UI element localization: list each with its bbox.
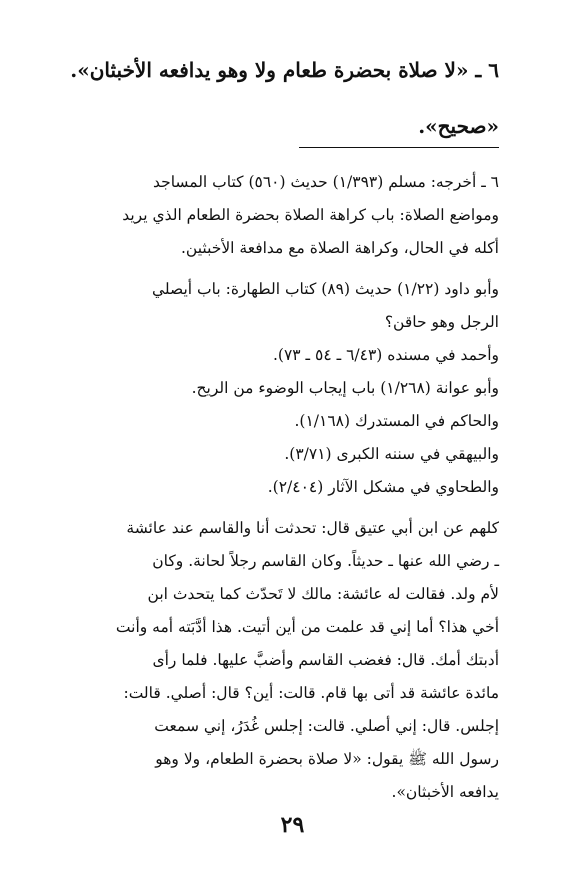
footnote-section	[72, 166, 499, 809]
footnote-line: وأبو عوانة (١/٢٦٨) باب إيجاب الوضوء من الريح.	[191, 379, 499, 397]
footnote-line: إجلس. قال: إني أصلي. قالت: إجلس غُدَرُ، إني سمعت	[154, 717, 499, 735]
page-number: ٢٩	[280, 812, 305, 838]
footnote-separator	[299, 147, 499, 148]
footnote-line: ٦ ـ أخرجه: مسلم (١/٣٩٣) حديث (٥٦٠) كتاب المساجد	[152, 173, 499, 191]
footnote-line: ـ رضي الله عنها ـ حديثاً. وكان القاسم رجلاً لحانة. وكان	[152, 552, 499, 570]
footnote-line: لأم ولد. فقالت له عائشة: مالك لا تَحدّث كما يتحدث ابن	[147, 585, 499, 603]
footnote-line: يدافعه الأخبثان».	[391, 783, 499, 801]
footnote-line: أكله في الحال، وكراهة الصلاة مع مدافعة الأخبثين.	[181, 239, 499, 257]
footnote-line: كلهم عن ابن أبي عتيق قال: تحدثت أنا والقاسم عند عائشة	[126, 519, 499, 537]
footnote-line: وأحمد في مسنده (٦/٤٣ ـ ٥٤ ـ ٧٣).	[272, 346, 499, 364]
footnote-line: وأبو داود (١/٢٢) حديث (٨٩) كتاب الطهارة: باب أيصلي	[152, 280, 499, 298]
footnote-line: الرجل وهو حاقن؟	[384, 313, 499, 331]
footnote-line: مائدة عائشة قد أتى بها قام. قالت: أين؟ قال: أصلي. قالت:	[123, 684, 499, 702]
hadith-block	[40, 50, 499, 146]
hadith-text: ٦ ـ «لا صلاة بحضرة طعام ولا وهو يدافعه الأخبثان».	[70, 58, 499, 82]
footnote-line: والطحاوي في مشكل الآثار (٢/٤٠٤).	[267, 478, 499, 496]
footnote-line: ومواضع الصلاة: باب كراهة الصلاة بحضرة الطعام الذي يريد	[122, 206, 499, 224]
footnote-line: والحاكم في المستدرك (١/١٦٨).	[294, 412, 499, 430]
footnote-line: والبيهقي في سننه الكبرى (٣/٧١).	[284, 445, 499, 463]
footnote-line: أدبتك أمك. قال: فغضب القاسم وأضبَّ عليها. فلما رأى	[152, 651, 499, 669]
hadith-grade: «صحيح».	[418, 114, 499, 138]
footnote-line: أخي هذا؟ أما إني قد علمت من أين أتيت. هذا أدَّبَته أمه وأنت	[115, 618, 499, 636]
footnote-line: رسول الله ﷺ يقول: «لا صلاة بحضرة الطعام، ولا وهو	[155, 750, 499, 768]
